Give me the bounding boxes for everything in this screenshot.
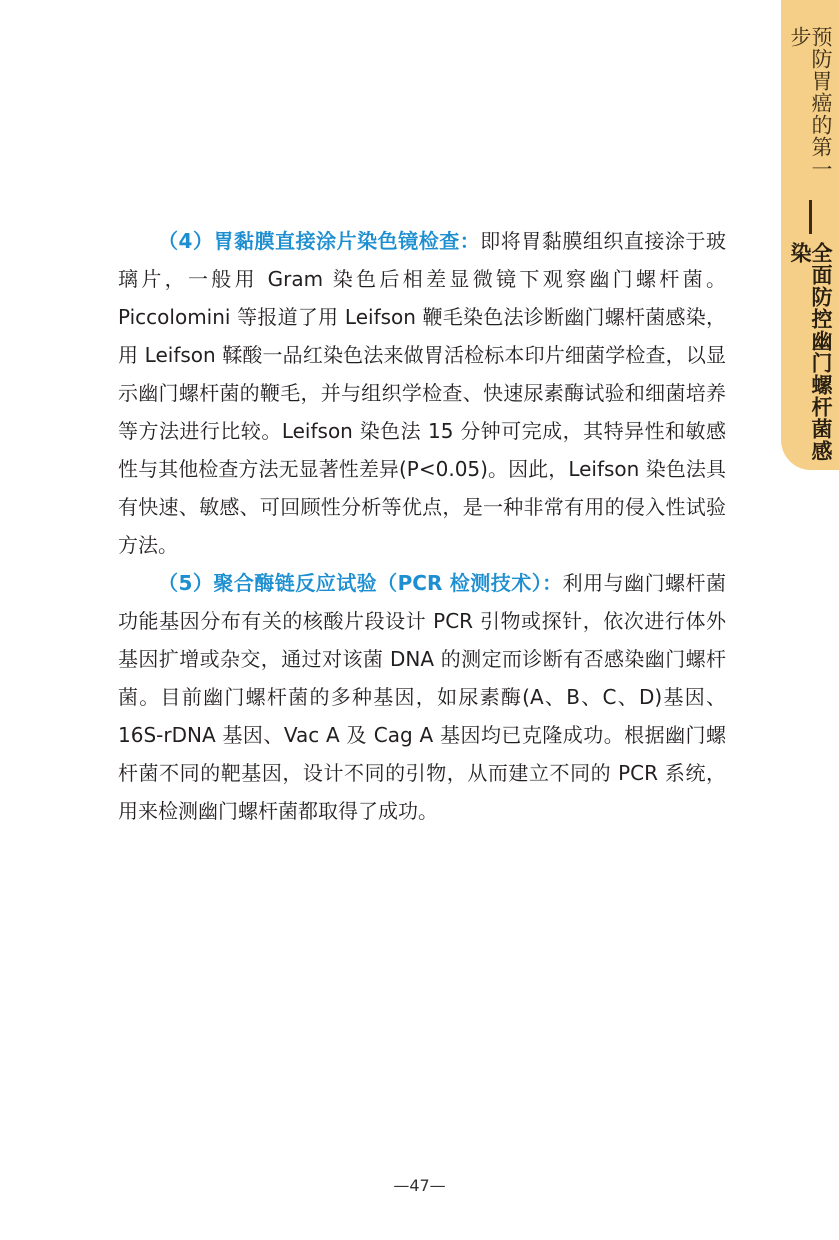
paragraph-body: 利用与幽门螺杆菌功能基因分布有关的核酸片段设计 PCR 引物或探针，依次进行体外基因扩增或杂交，通过对该菌 DNA 的测定而诊断有否感染幽门螺杆菌。目前幽门螺杆菌的多种基因，如尿素酶(A、B、C、D)基因、16S-rDNA 基因、Vac A 及 Cag A 基因均已克隆成功。根据幽门螺杆菌不同的靶基因，设计不同的引物，从而建立不同的 PCR 系统，用来检测幽门螺杆菌都取得了成功。 (118, 571, 727, 823)
paragraph-smear-stain (118, 222, 726, 564)
paragraph-pcr (118, 564, 726, 830)
chapter-title: 全面防控幽门螺杆菌感染 (788, 241, 833, 462)
paragraph-heading: （5）聚合酶链反应试验（PCR 检测技术）： (158, 571, 563, 595)
paragraph-body: 即将胃黏膜组织直接涂于玻璃片，一般用 Gram 染色后相差显微镜下观察幽门螺杆菌。Piccolomini 等报道了用 Leifson 鞭毛染色法诊断幽门螺杆菌感染，用 Leifson 鞣酸一品红染色法来做胃活检标本印片细菌学检查，以显示幽门螺杆菌的鞭毛，并与组织学检查、快速尿素酶试验和细菌培养等方法进行比较。Leifson 染色法 15 分钟可完成，其特异性和敏感性与其他检查方法无显著性差异(P<0.05)。因此，Leifson 染色法具有快速、敏感、可回顾性分析等优点，是一种非常有用的侵入性试验方法。 (118, 229, 727, 557)
book-title: 预防胃癌的第一步 (788, 26, 833, 180)
paragraph-heading: （4）胃黏膜直接涂片染色镜检查： (158, 229, 481, 253)
title-dash (809, 200, 812, 234)
page-number: —47— (393, 1176, 446, 1195)
main-content (118, 222, 726, 830)
chapter-side-tab (781, 0, 839, 470)
